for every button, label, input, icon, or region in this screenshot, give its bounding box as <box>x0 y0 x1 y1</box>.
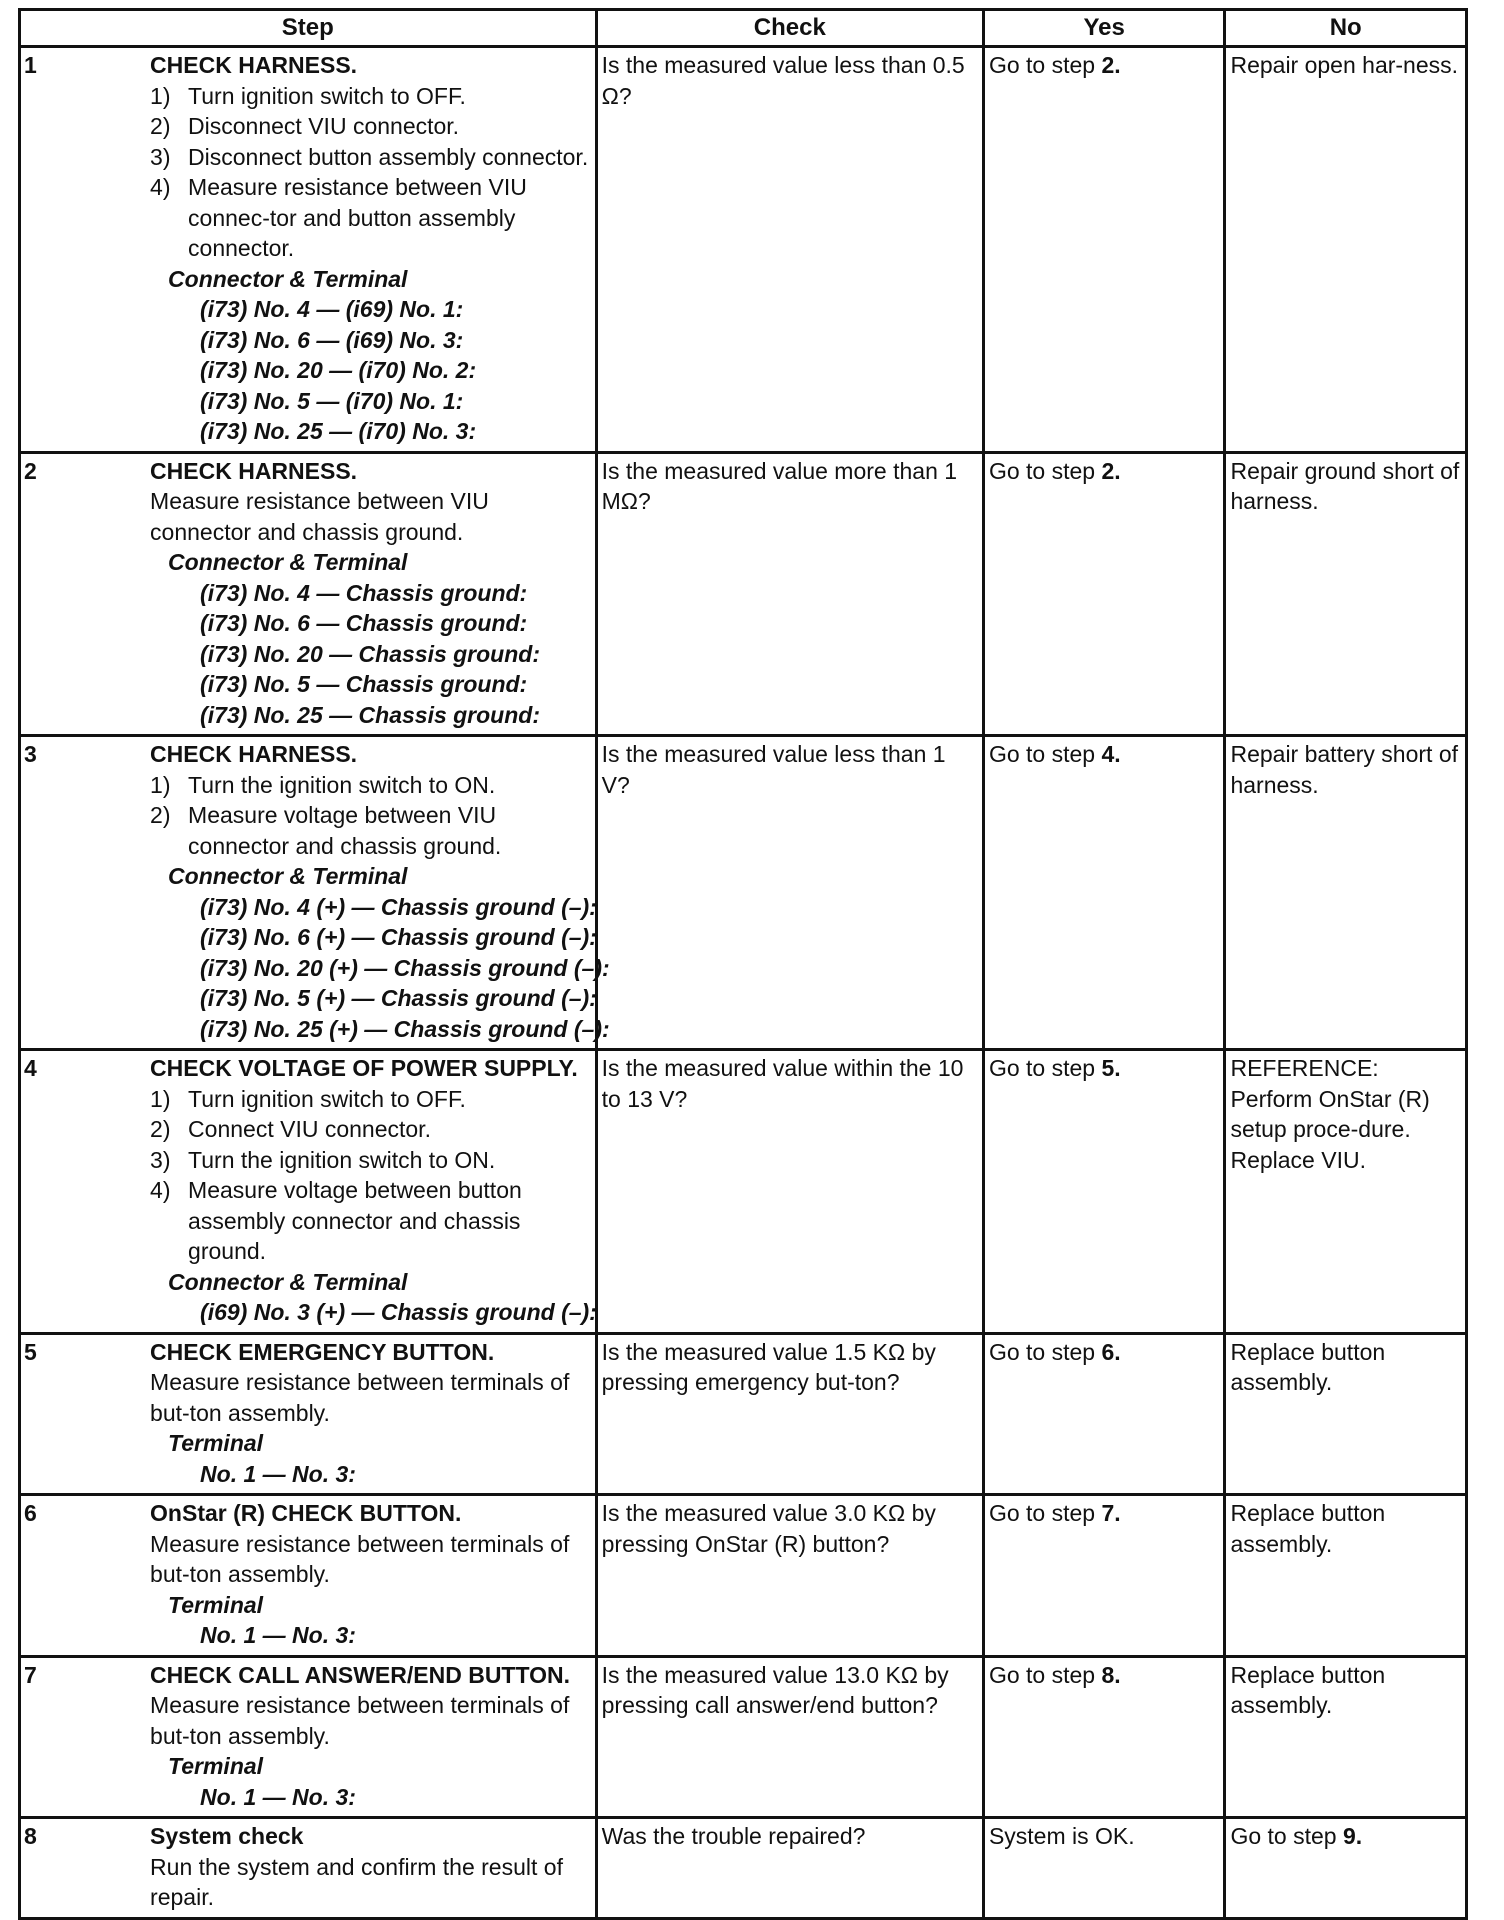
table-row <box>20 1050 1467 1334</box>
yes-step-reference: 4. <box>1101 741 1121 767</box>
substep-number: 4) <box>150 174 171 200</box>
diagnostic-table <box>18 8 1468 1920</box>
step-instructions <box>150 452 596 736</box>
step-number: 3 <box>20 736 151 1050</box>
step-description: Measure resistance between terminals of but-ton assembly. <box>150 1692 570 1749</box>
step-number: 6 <box>20 1495 151 1657</box>
yes-action-text: Go to step <box>988 52 1102 78</box>
yes-action <box>983 1656 1225 1818</box>
header-no: No <box>1225 10 1467 47</box>
step-number: 2 <box>20 452 151 736</box>
connector-label: Connector & Terminal <box>168 265 408 292</box>
connector-label: Terminal <box>168 1591 264 1618</box>
terminal-spec: (i73) No. 6 (+) — Chassis ground (–): <box>200 924 597 950</box>
substep-number: 4) <box>150 1177 171 1203</box>
substep-number: 1) <box>150 1085 171 1112</box>
yes-step-reference: 5. <box>1101 1055 1121 1081</box>
no-action <box>1225 1495 1467 1657</box>
step-number: 4 <box>20 1050 151 1334</box>
table-row <box>20 47 1467 453</box>
no-action <box>1225 736 1467 1050</box>
yes-action <box>983 452 1225 736</box>
connector-label: Connector & Terminal <box>168 549 408 575</box>
no-action <box>1225 47 1467 453</box>
terminal-spec: (i73) No. 6 — Chassis ground: <box>200 610 528 636</box>
no-action-text: Repair battery short of harness. <box>1230 741 1459 798</box>
substep-text: Turn the ignition switch to ON. <box>188 1146 496 1173</box>
header-row <box>20 10 1467 47</box>
step-instructions <box>150 1050 596 1334</box>
substep-text: Measure resistance between VIU connec-tor and button assembly connector. <box>188 174 527 261</box>
terminal-spec: (i73) No. 4 — Chassis ground: <box>200 579 528 606</box>
step-title: CHECK CALL ANSWER/END BUTTON. <box>150 1661 571 1688</box>
check-question: Is the measured value less than 1 V? <box>596 736 983 1050</box>
no-step-reference: 9. <box>1342 1823 1363 1849</box>
diagnostic-procedure-document <box>18 8 1468 1920</box>
connector-label: Connector & Terminal <box>168 1268 408 1295</box>
yes-action-text: Go to step <box>988 1500 1102 1526</box>
step-description: Measure resistance between VIU connector and chassis ground. <box>150 488 489 545</box>
terminal-spec: (i69) No. 3 (+) — Chassis ground (–): <box>200 1299 597 1325</box>
no-action <box>1225 1818 1467 1919</box>
terminal-spec: (i73) No. 20 — Chassis ground: <box>200 640 540 667</box>
terminal-spec: No. 1 — No. 3: <box>200 1622 356 1648</box>
yes-action <box>983 47 1225 453</box>
connector-label: Terminal <box>168 1430 264 1456</box>
table-body <box>20 47 1467 1919</box>
no-action-text: Replace button assembly. <box>1230 1338 1386 1395</box>
no-action <box>1225 452 1467 736</box>
step-title: CHECK HARNESS. <box>150 52 358 78</box>
substep <box>150 81 591 112</box>
substep <box>150 1084 591 1115</box>
step-description: Measure resistance between terminals of but-ton assembly. <box>150 1530 570 1587</box>
step-number: 1 <box>20 47 151 453</box>
terminal-spec: (i73) No. 4 (+) — Chassis ground (–): <box>200 893 597 920</box>
yes-step-reference: 8. <box>1101 1661 1121 1688</box>
terminal-spec: (i73) No. 4 — (i69) No. 1: <box>200 296 464 322</box>
no-action-text: Repair ground short of harness. <box>1230 457 1460 514</box>
terminal-spec: No. 1 — No. 3: <box>200 1783 356 1810</box>
substep-text: Disconnect button assembly connector. <box>188 143 589 170</box>
terminal-spec: (i73) No. 6 — (i69) No. 3: <box>200 326 464 353</box>
header-yes: Yes <box>983 10 1225 47</box>
yes-action-text: Go to step <box>988 457 1102 484</box>
substep <box>150 770 591 801</box>
terminal-spec: (i73) No. 25 (+) — Chassis ground (–): <box>200 1015 610 1042</box>
step-number: 8 <box>20 1818 151 1919</box>
check-question: Is the measured value more than 1 MΩ? <box>596 452 983 736</box>
yes-step-reference: 2. <box>1101 457 1121 484</box>
substep-text: Disconnect VIU connector. <box>188 113 460 139</box>
no-action <box>1225 1050 1467 1334</box>
terminal-spec: (i73) No. 20 — (i70) No. 2: <box>200 357 477 383</box>
step-number: 7 <box>20 1656 151 1818</box>
step-title: CHECK EMERGENCY BUTTON. <box>150 1338 495 1365</box>
terminal-spec: (i73) No. 5 (+) — Chassis ground (–): <box>200 985 597 1011</box>
connector-label: Connector & Terminal <box>168 863 408 889</box>
no-action-text: Replace button assembly. <box>1230 1661 1386 1718</box>
terminal-spec: (i73) No. 5 — (i70) No. 1: <box>200 387 464 414</box>
step-instructions <box>150 47 596 453</box>
substep <box>150 111 591 142</box>
yes-action-text: Go to step <box>988 741 1102 767</box>
substep-number: 1) <box>150 82 171 109</box>
substep-text: Connect VIU connector. <box>188 1116 431 1142</box>
check-question: Is the measured value 1.5 KΩ by pressing emergency but-ton? <box>596 1333 983 1495</box>
yes-action-text: System is OK. <box>988 1823 1135 1849</box>
check-question: Is the measured value less than 0.5 Ω? <box>596 47 983 453</box>
substep <box>150 172 591 264</box>
terminal-spec: (i73) No. 20 (+) — Chassis ground (–): <box>200 954 610 981</box>
yes-action-text: Go to step <box>988 1661 1102 1688</box>
yes-action <box>983 1050 1225 1334</box>
substep-text: Turn the ignition switch to ON. <box>188 771 496 798</box>
substep-text: Turn ignition switch to OFF. <box>188 1085 466 1112</box>
step-description: Run the system and confirm the result of repair. <box>150 1853 563 1910</box>
substep <box>150 1114 591 1145</box>
substep-text: Turn ignition switch to OFF. <box>188 82 466 109</box>
table-row <box>20 1656 1467 1818</box>
step-instructions <box>150 1818 596 1919</box>
yes-action <box>983 736 1225 1050</box>
substep-number: 2) <box>150 1116 171 1142</box>
step-title: System check <box>150 1823 304 1849</box>
step-instructions <box>150 1495 596 1657</box>
yes-step-reference: 7. <box>1101 1500 1121 1526</box>
yes-action <box>983 1495 1225 1657</box>
check-question: Is the measured value 3.0 KΩ by pressing OnStar (R) button? <box>596 1495 983 1657</box>
table-row <box>20 736 1467 1050</box>
step-title: CHECK HARNESS. <box>150 741 358 767</box>
step-number: 5 <box>20 1333 151 1495</box>
substep-number: 1) <box>150 771 171 798</box>
substep <box>150 800 591 861</box>
substep-text: Measure voltage between button assembly connector and chassis ground. <box>188 1177 522 1264</box>
substep <box>150 142 591 173</box>
step-instructions <box>150 1656 596 1818</box>
terminal-spec: (i73) No. 25 — (i70) No. 3: <box>200 418 477 444</box>
connector-label: Terminal <box>168 1753 264 1779</box>
table-row <box>20 1495 1467 1657</box>
terminal-spec: (i73) No. 5 — Chassis ground: <box>200 671 528 697</box>
substep-number: 3) <box>150 143 171 170</box>
yes-action <box>983 1818 1225 1919</box>
table-row <box>20 1818 1467 1919</box>
substep <box>150 1145 591 1176</box>
yes-action <box>983 1333 1225 1495</box>
step-instructions <box>150 736 610 1050</box>
yes-action-text: Go to step <box>988 1055 1102 1081</box>
substep-number: 2) <box>150 802 171 828</box>
substep-number: 3) <box>150 1146 171 1173</box>
step-title: CHECK HARNESS. <box>150 457 358 484</box>
yes-step-reference: 2. <box>1101 52 1121 78</box>
no-action <box>1225 1656 1467 1818</box>
check-question: Was the trouble repaired? <box>596 1818 983 1919</box>
header-step: Step <box>20 10 597 47</box>
step-instructions <box>150 1333 596 1495</box>
step-title: CHECK VOLTAGE OF POWER SUPPLY. <box>150 1055 578 1081</box>
no-action-text: Repair open har-ness. <box>1230 52 1459 78</box>
check-question: Is the measured value 13.0 KΩ by pressing call answer/end button? <box>596 1656 983 1818</box>
check-question: Is the measured value within the 10 to 13 V? <box>596 1050 983 1334</box>
step-description: Measure resistance between terminals of but-ton assembly. <box>150 1369 570 1426</box>
step-title: OnStar (R) CHECK BUTTON. <box>150 1500 462 1526</box>
no-action-text: Replace button assembly. <box>1230 1500 1386 1557</box>
terminal-spec: (i73) No. 25 — Chassis ground: <box>200 701 540 728</box>
terminal-spec: No. 1 — No. 3: <box>200 1460 356 1487</box>
yes-action-text: Go to step <box>988 1338 1102 1365</box>
no-action <box>1225 1333 1467 1495</box>
yes-step-reference: 6. <box>1101 1338 1121 1365</box>
no-action-text: REFERENCE: Perform OnStar (R) setup proce-dure. Replace VIU. <box>1230 1055 1430 1173</box>
header-check: Check <box>596 10 983 47</box>
table-row <box>20 1333 1467 1495</box>
substep <box>150 1175 591 1267</box>
substep-number: 2) <box>150 113 171 139</box>
table-row <box>20 452 1467 736</box>
substep-text: Measure voltage between VIU connector and chassis ground. <box>188 802 502 859</box>
no-action-text: Go to step <box>1230 1823 1343 1849</box>
